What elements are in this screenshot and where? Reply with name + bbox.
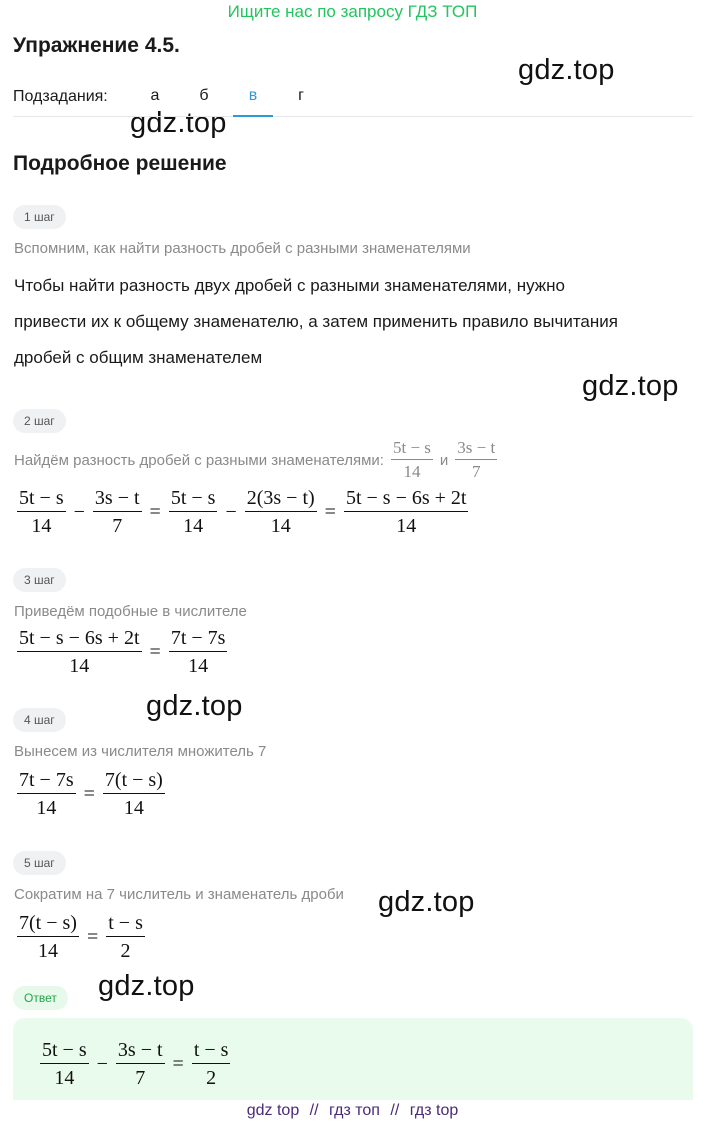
watermark: gdz.top <box>146 690 243 722</box>
fraction <box>192 1038 231 1090</box>
equals-sign: = <box>83 782 95 805</box>
fraction <box>40 1038 89 1090</box>
denominator: 14 <box>123 797 144 819</box>
denominator: 14 <box>54 1067 75 1089</box>
denominator: 14 <box>403 462 421 482</box>
footer-links <box>0 1102 705 1120</box>
denominator: 14 <box>31 515 52 537</box>
step-badge: 1 шаг <box>13 205 66 229</box>
watermark: gdz.top <box>130 107 227 139</box>
step-badge: 3 шаг <box>13 568 66 592</box>
equation <box>14 911 148 963</box>
step-badge: 4 шаг <box>13 708 66 732</box>
step-hint: Приведём подобные в числителе <box>14 603 247 620</box>
equals-sign: = <box>86 925 99 948</box>
denominator: 14 <box>37 940 58 962</box>
page-title: Упражнение 4.5. <box>13 34 180 57</box>
step-hint: Сократим на 7 числитель и знаменатель дроби <box>14 886 344 903</box>
fraction <box>344 486 469 538</box>
footer-link[interactable]: gdz top <box>246 1102 300 1119</box>
numerator: 7(t − s) <box>17 911 79 937</box>
step-hint <box>14 438 500 483</box>
denominator: 2 <box>206 1067 217 1089</box>
fraction <box>106 911 145 963</box>
equals-sign: = <box>324 500 336 523</box>
numerator: 3s − t <box>455 438 497 460</box>
fraction <box>455 438 497 483</box>
step-badge: 2 шаг <box>13 409 66 433</box>
denominator: 14 <box>69 655 90 677</box>
numerator: 7t − 7s <box>17 768 76 794</box>
section-title: Подробное решение <box>13 152 227 175</box>
step-badge: 5 шаг <box>13 851 66 875</box>
fraction <box>17 486 66 538</box>
numerator: 3s − t <box>116 1038 165 1064</box>
fraction <box>103 768 165 820</box>
fraction <box>169 626 228 678</box>
watermark: gdz.top <box>582 370 679 402</box>
watermark: gdz.top <box>378 886 475 918</box>
footer-link[interactable]: гдз top <box>409 1102 459 1119</box>
numerator: 7(t − s) <box>103 768 165 794</box>
numerator: 3s − t <box>93 486 142 512</box>
footer-separator: // <box>390 1102 400 1119</box>
equation <box>14 626 230 678</box>
fraction <box>17 911 79 963</box>
denominator: 7 <box>135 1067 146 1089</box>
denominator: 7 <box>112 515 123 537</box>
subtask-tab-b[interactable]: б <box>199 87 209 104</box>
denominator: 2 <box>120 940 131 962</box>
numerator: t − s <box>106 911 145 937</box>
fraction <box>245 486 317 538</box>
fraction <box>17 626 142 678</box>
watermark: gdz.top <box>518 54 615 86</box>
subtasks-label: Подзадания: <box>13 88 108 105</box>
equation <box>14 768 168 820</box>
equation <box>14 486 471 538</box>
minus-sign: − <box>96 1052 108 1075</box>
hint-and: и <box>439 451 449 469</box>
denominator: 14 <box>183 515 204 537</box>
numerator: 5t − s <box>169 486 218 512</box>
step-hint: Вынесем из числителя множитель 7 <box>14 743 267 760</box>
minus-sign: − <box>73 500 85 523</box>
denominator: 14 <box>188 655 209 677</box>
subtask-tab-a[interactable]: а <box>150 87 160 104</box>
watermark: gdz.top <box>98 970 195 1002</box>
answer-box <box>13 1018 693 1100</box>
numerator: 5t − s − 6s + 2t <box>17 626 142 652</box>
answer-badge: Ответ <box>13 986 68 1010</box>
subtask-tab-g[interactable]: г <box>298 87 304 104</box>
minus-sign: − <box>225 500 237 523</box>
numerator: 7t − 7s <box>169 626 228 652</box>
step-text <box>14 268 694 376</box>
denominator: 14 <box>270 515 291 537</box>
numerator: 2(3s − t) <box>245 486 317 512</box>
footer-separator: // <box>309 1102 319 1119</box>
denominator: 7 <box>472 462 481 482</box>
equals-sign: = <box>149 640 161 663</box>
numerator: t − s <box>192 1038 231 1064</box>
footer-link[interactable]: гдз топ <box>329 1102 380 1119</box>
equals-sign: = <box>172 1052 184 1075</box>
fraction <box>17 768 76 820</box>
denominator: 14 <box>396 515 417 537</box>
denominator: 14 <box>36 797 57 819</box>
step-hint: Вспомним, как найти разность дробей с разными знаменателями <box>14 240 471 257</box>
answer-equation <box>37 1038 233 1090</box>
equals-sign: = <box>149 500 161 523</box>
numerator: 5t − s <box>17 486 66 512</box>
hint-text: Найдём разность дробей с разными знаменателями: <box>14 451 384 469</box>
subtask-tab-v[interactable]: в <box>233 87 273 117</box>
numerator: 5t − s <box>40 1038 89 1064</box>
fraction <box>116 1038 165 1090</box>
search-banner[interactable]: Ищите нас по запросу ГДЗ ТОП <box>227 2 478 21</box>
fraction <box>391 438 433 483</box>
numerator: 5t − s − 6s + 2t <box>344 486 469 512</box>
step-text-line: дробей с общим знаменателем <box>14 348 263 367</box>
subtasks-nav <box>13 87 693 117</box>
fraction <box>93 486 142 538</box>
fraction <box>169 486 218 538</box>
numerator: 5t − s <box>391 438 433 460</box>
step-text-line: привести их к общему знаменателю, а затем применить правило вычитания <box>14 312 618 331</box>
step-text-line: Чтобы найти разность двух дробей с разными знаменателями, нужно <box>14 276 566 295</box>
